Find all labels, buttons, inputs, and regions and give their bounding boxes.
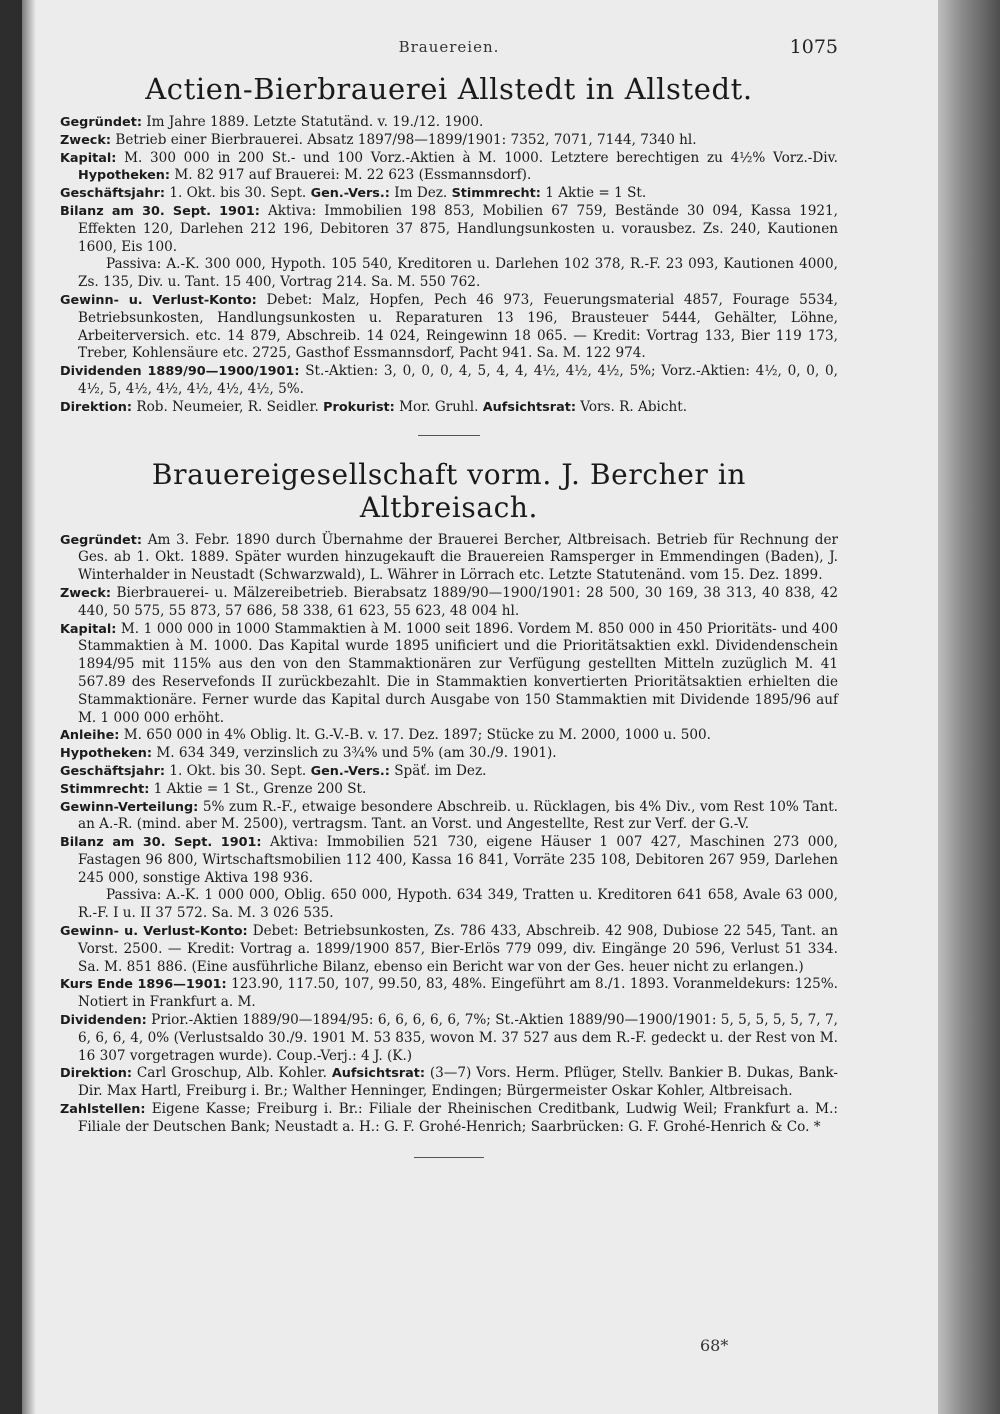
passiva-text: Passiva: A.-K. 300 000, Hypoth. 105 540, Kreditoren u. Darlehen 102 378, R.-F. 23 093, Kautionen 4000, Zs. 135, Div. u. Tant. 15 400, Vortrag 214. Sa. M. 550 762.	[78, 256, 838, 291]
entry-text: Späť. im Dez.	[394, 762, 487, 779]
document-page	[60, 36, 838, 1158]
entry-text: 5% zum R.-F., etwaige besondere Abschreib. u. Rücklagen, bis 4% Div., vom Rest 10% Tant. an A.-R. (mind. aber M. 2500), vertragsm. Tant. an Vorst. und Angestellte, Rest zur Verf. der G.-V.	[78, 798, 838, 833]
entry-paragraph	[60, 399, 838, 417]
entry-text: Aktiva: Immobilien 198 853, Mobilien 67 759, Bestände 30 094, Kassa 1921, Effekten 120, Darlehen 212 196, Debitoren 37 875, Handlungsunkosten u. vorausbez. Zs. 240, Kautionen 1600, Eis 100.	[78, 202, 838, 255]
scan-right-edge	[938, 0, 1000, 1414]
entry-text: Bierbrauerei- u. Mälzereibetrieb. Bierabsatz 1889/90—1900/1901: 28 500, 30 169, 38 313, 40 838, 42 440, 50 575, 55 873, 57 686, 58 338, 61 623, 55 623, 48 004 hl.	[78, 584, 838, 619]
entry-label: Gewinn- u. Verlust-Konto:	[60, 292, 257, 308]
passiva-text: Passiva: A.-K. 1 000 000, Oblig. 650 000, Hypoth. 634 349, Tratten u. Kreditoren 641 658, Avale 63 000, R.-F. I u. II 37 572. Sa. M. 3 026 535.	[78, 887, 838, 922]
running-title: Brauereien.	[398, 38, 500, 56]
entry-text: Aktiva: Immobilien 521 730, eigene Häuser 1 007 427, Maschinen 273 000, Fastagen 96 800, Wirtschaftsmobilien 112 400, Kassa 16 841, Vorräte 235 108, Debitoren 267 959, Darlehen 245 000, sonstige Aktiva 198 936.	[78, 834, 838, 886]
entry-paragraph	[60, 763, 838, 781]
entry-label: Dividenden:	[60, 1013, 147, 1029]
entry-text: M. 82 917 auf Brauerei: M. 22 623 (Essmannsdorf).	[174, 167, 532, 184]
entry-label: Kapital:	[60, 621, 117, 637]
entry-text: Eigene Kasse; Freiburg i. Br.: Filiale der Rheinischen Creditbank, Ludwig Weil; Frankfurt a. M.: Filiale der Deutschen Bank; Neustadt a. H.: G. F. Grohé-Henrich; Saarbrücken: G. F. Grohé-Henrich & Co. *	[78, 1101, 838, 1135]
entry-label: Gegründet:	[60, 532, 142, 548]
entry-text: Debet: Malz, Hopfen, Pech 46 973, Feuerungsmaterial 4857, Fourage 5534, Betriebsunkosten, Handlungsunkosten u. Reparaturen 13 196, Brausteuer 5444, Gehälter, Löhne, Arbeiterversich. etc. 14 879, Abschreib. 14 024, Reingewinn 18 065. — Kredit: Vortrag 133, Bier 119 173, Treber, Kohlensäure etc. 2725, Gasthof Essmannsdorf, Pacht 941. Sa. M. 122 974.	[78, 291, 838, 362]
entry-text: St.-Aktien: 3, 0, 0, 0, 4, 5, 4, 4, 4½, 4½, 4½, 5%; Vorz.-Aktien: 4½, 0, 0, 0, 4½, 5, 4½, 4½, 4½, 4½, 4½, 5%.	[78, 363, 839, 397]
entry-label: Hypotheken:	[60, 746, 152, 762]
entry-paragraph	[60, 727, 838, 745]
entry-text: M. 634 349, verzinslich zu 3¾% und 5% (am 30./9. 1901).	[156, 745, 557, 762]
entry-text: Am 3. Febr. 1890 durch Übernahme der Brauerei Bercher, Altbreisach. Betrieb für Rechnung der Ges. ab 1. Okt. 1889. Später wurden hinzugekauft die Brauereien Ramsperger in Emmendingen (Baden), J. Winterhalder in Neustadt (Schwarzwald), L. Währer in Lörrach etc. Letzte Statutenänd. vom 15. Dez. 1899.	[78, 531, 838, 584]
entry-label: Zahlstellen:	[60, 1102, 146, 1118]
scan-binding-edge	[0, 0, 22, 1414]
entry-paragraph	[60, 203, 838, 256]
entry-paragraph	[60, 621, 838, 728]
entry-label: Stimmrecht:	[60, 781, 150, 797]
entry-label: Anleihe:	[60, 728, 120, 744]
page-number: 1075	[789, 36, 838, 58]
entry-text: Im Jahre 1889. Letzte Statutänd. v. 19./12. 1900.	[146, 114, 484, 130]
entry-paragraph	[60, 292, 838, 363]
entry-text: Prior.-Aktien 1889/90—1894/95: 6, 6, 6, 6, 6, 7%; St.-Aktien 1889/90—1900/1901: 5, 5, 5, 5, 5, 7, 7, 6, 6, 6, 4, 0% (Verlustsaldo 30./9. 1901 M. 53 835, wovon M. 37 527 aus dem R.-F. gedeckt u. der Rest von M. 16 307 vorgetragen wurde). Coup.-Verj.: 4 J. (K.)	[78, 1012, 838, 1064]
entry-text: 1 Aktie = 1 St.	[545, 185, 647, 202]
entry-paragraph	[60, 1012, 838, 1065]
entry-label: Zweck:	[60, 585, 111, 601]
entry-label: Bilanz am 30. Sept. 1901:	[60, 835, 262, 851]
entry-text: Im Dez.	[394, 185, 448, 202]
entry-label: Gen.-Vers.:	[310, 763, 390, 779]
entry-paragraph	[60, 150, 838, 186]
entry-paragraph	[60, 114, 838, 132]
signature-mark: 68*	[700, 1336, 729, 1355]
entry-paragraph	[60, 781, 838, 799]
scan-shadow	[22, 0, 36, 1414]
end-divider	[414, 1157, 484, 1158]
entry-text: Mor. Gruhl.	[399, 398, 479, 415]
running-header	[60, 36, 838, 62]
entry-label: Geschäftsjahr:	[60, 763, 165, 779]
entry-label: Stimmrecht:	[451, 186, 541, 202]
entry-paragraph	[60, 745, 838, 763]
entry-paragraph	[60, 532, 838, 585]
entry-paragraph	[60, 834, 838, 887]
entry-label: Gegründet:	[60, 115, 142, 130]
entry-text: 1 Aktie = 1 St., Grenze 200 St.	[153, 780, 367, 797]
entry-paragraph	[60, 1101, 838, 1137]
entry-label: Gen.-Vers.:	[310, 186, 390, 202]
entry-paragraph	[60, 185, 838, 203]
entry-text: 1. Okt. bis 30. Sept.	[169, 762, 307, 779]
entry-label: Bilanz am 30. Sept. 1901:	[60, 203, 260, 219]
entry-text: 1. Okt. bis 30. Sept.	[169, 185, 307, 202]
entry-paragraph	[60, 363, 838, 399]
entry-label: Gewinn-Verteilung:	[60, 799, 199, 815]
entry-text: Carl Groschup, Alb. Kohler.	[136, 1065, 327, 1082]
entry-text: Vors. R. Abicht.	[580, 398, 688, 415]
entry-label: Direktion:	[60, 1066, 133, 1082]
entry-label: Kapital:	[60, 150, 117, 166]
entry-paragraph	[60, 976, 838, 1012]
entry-paragraph	[60, 1065, 838, 1101]
entry-label: Dividenden 1889/90—1900/1901:	[60, 364, 300, 380]
passiva-paragraph	[60, 887, 838, 923]
section1-entries	[60, 114, 838, 417]
entry-text: Debet: Betriebsunkosten, Zs. 786 433, Abschreib. 42 908, Dubiose 22 545, Tant. an Vorst. 2500. — Kredit: Vortrag a. 1899/1900 857, Bier-Erlös 779 099, div. Eingänge 20 596, Verlust 51 334. Sa. M. 851 886. (Eine ausführliche Bilanz, ebenso ein Bericht war von der Ges. heuer nicht zu erlangen.)	[78, 923, 838, 975]
entry-paragraph	[60, 132, 838, 150]
entry-label: Gewinn- u. Verlust-Konto:	[60, 924, 248, 940]
entry-paragraph	[60, 585, 838, 621]
entry-label: Hypotheken:	[78, 168, 170, 184]
section-divider	[418, 435, 480, 436]
entry-paragraph	[60, 923, 838, 976]
entry-text: M. 1 000 000 in 1000 Stammaktien à M. 1000 seit 1896. Vordem M. 850 000 in 450 Prioritäts- und 400 Stammaktien à M. 1000. Das Kapital wurde 1895 unificiert und die Prioritätsaktien exkl. Dividendenschein 1894/95 mit 115% aus den von den Stammaktionären zur Verfügung gestellten Mitteln zuzüglich M. 41 567.89 des Reservefonds II zurückbezahlt. Die in Stammaktien konvertierten Prioritätsaktien erhielten die Stammaktionäre. Ferner wurde das Kapital durch Ausgabe von 150 Stammaktien mit Dividende 1895/96 auf M. 1 000 000 erhöht.	[78, 620, 838, 726]
entry-label: Zweck:	[60, 132, 111, 148]
entry-text: M. 650 000 in 4% Oblig. lt. G.-V.-B. v. 17. Dez. 1897; Stücke zu M. 2000, 1000 u. 500.	[123, 727, 711, 744]
entry-text: M. 300 000 in 200 St.- und 100 Vorz.-Aktien à M. 1000. Letztere berechtigen zu 4½% Vorz.-Div.	[124, 149, 838, 166]
entry-text: 123.90, 117.50, 107, 99.50, 83, 48%. Eingeführt am 8./1. 1893. Voranmeldekurs: 125%. Notiert in Frankfurt a. M.	[78, 976, 838, 1011]
entry-text: Rob. Neumeier, R. Seidler.	[136, 398, 319, 415]
section2-title: Brauereigesellschaft vorm. J. Bercher in Altbreisach.	[151, 457, 747, 524]
entry-label: Direktion:	[60, 399, 133, 415]
section2-entries	[60, 532, 838, 1137]
entry-label: Aufsichtsrat:	[331, 1066, 426, 1082]
entry-text: (3—7) Vors. Herm. Pflüger, Stellv. Bankier B. Dukas, Bank-Dir. Max Hartl, Freiburg i. Br.; Walther Henninger, Endingen; Bürgermeister Oskar Kohler, Altbreisach.	[78, 1065, 839, 1100]
entry-label: Aufsichtsrat:	[482, 399, 576, 415]
entry-text: Betrieb einer Bierbrauerei. Absatz 1897/98—1899/1901: 7352, 7071, 7144, 7340 hl.	[115, 131, 697, 148]
entry-paragraph	[60, 799, 838, 835]
entry-label: Prokurist:	[323, 399, 395, 415]
passiva-paragraph	[60, 256, 838, 292]
section1-title: Actien-Bierbrauerei Allstedt in Allstedt.	[145, 72, 753, 106]
entry-label: Kurs Ende 1896—1901:	[60, 977, 227, 993]
entry-label: Geschäftsjahr:	[60, 186, 165, 202]
